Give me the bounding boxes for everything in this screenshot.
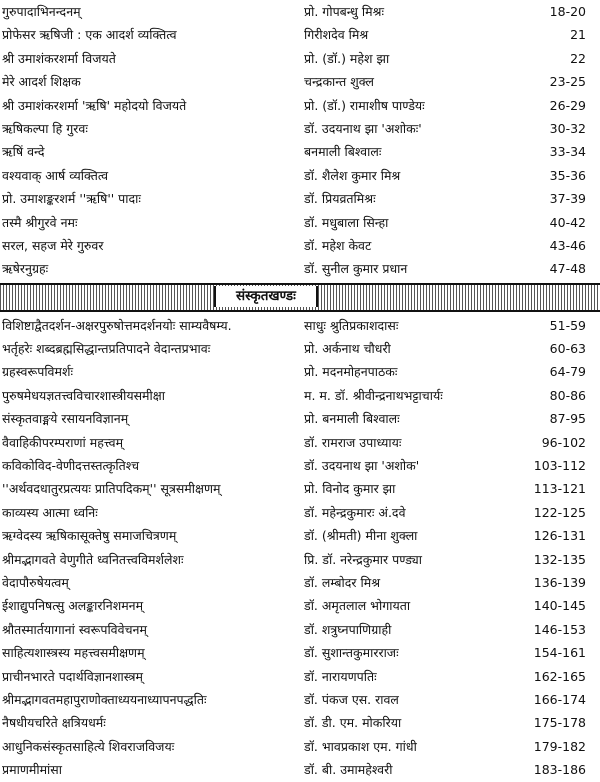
entry-author: डॉ. पंकज एस. रावल [304,691,399,707]
entry-pages: 87-95 [549,411,586,427]
entry-author: डॉ. सुनील कुमार प्रधान [304,261,408,277]
toc-entry [0,360,600,383]
entry-author: प्रो. विनोद कुमार झा [304,481,396,497]
entry-title: ऋषेरनुग्रहः [2,261,49,277]
entry-pages: 136-139 [533,574,586,590]
entry-author: डॉ. उदयनाथ झा 'अशोक' [304,458,420,474]
entry-author: प्रि. डॉ. नरेन्द्रकुमार पण्ड्या [304,551,422,567]
entry-author: डॉ. उदयनाथ झा 'अशोकः' [304,120,422,136]
entry-title: तस्मै श्रीगुरवे नमः [2,214,78,230]
entry-pages: 47-48 [549,261,586,277]
entry-title: संस्कृतवाङ्मये रसायनविज्ञानम् [2,411,129,427]
entry-title: श्रौतस्मार्तयागानां स्वरूपविवेचनम् [2,621,147,637]
toc-entry [0,571,600,594]
entry-title: ईशाद्युपनिषत्सु अलङ्कारनिशमनम् [2,598,144,614]
entry-author: डॉ. मधुबाला सिन्हा [304,214,389,230]
toc-entry [0,211,600,234]
entry-pages: 22 [570,50,586,66]
entry-pages: 60-63 [549,341,586,357]
entry-author: गिरीशदेव मिश्र [304,27,369,43]
entry-author: डॉ. (श्रीमती) मीना शुक्ला [304,528,418,544]
toc-entry [0,407,600,430]
entry-title: काव्यस्य आत्मा ध्वनिः [2,504,98,520]
entry-title: आधुनिकसंस्कृतसाहित्ये शिवराजविजयः [2,738,175,754]
entry-author: प्रो. (डॉ.) महेश झा [304,50,390,66]
toc-entry [0,594,600,617]
entry-pages: 51-59 [549,317,586,333]
entry-pages: 162-165 [533,668,586,684]
entry-author: डॉ. लम्बोदर मिश्र [304,574,381,590]
toc-entry [0,337,600,360]
toc-entry [0,431,600,454]
toc-entry [0,501,600,524]
entry-pages: 30-32 [549,120,586,136]
entry-pages: 35-36 [549,167,586,183]
entry-author: साधुः श्रुतिप्रकाशदासः [304,317,399,333]
entry-pages: 103-112 [533,458,586,474]
entry-pages: 175-178 [533,715,586,731]
entry-title: ''अर्थवदधातुरप्रत्ययः प्रातिपदिकम्'' सूत्रसमीक्षणम् [2,481,221,497]
entry-pages: 154-161 [533,645,586,661]
toc-entry [0,735,600,758]
entry-author: डॉ. भावप्रकाश एम. गांधी [304,738,417,754]
toc-entry [0,70,600,93]
entry-author: डॉ. डी. एम. मोकरिया [304,715,402,731]
toc-entry [0,187,600,210]
entry-title: प्रो. उमाशङ्करशर्म ''ऋषि'' पादाः [2,191,141,207]
entry-pages: 183-186 [533,762,586,778]
entry-author: डॉ. बी. उमामहेश्वरी [304,762,393,778]
entry-title: श्री उमाशंकरशर्मा विजयते [2,50,116,66]
entry-pages: 96-102 [541,434,586,450]
toc-entry [0,641,600,664]
entry-pages: 132-135 [533,551,586,567]
entry-pages: 21 [570,27,586,43]
toc-entry [0,758,600,781]
entry-author: डॉ. अमृतलाल भोगायता [304,598,411,614]
entry-author: प्रो. गोपबन्धु मिश्रः [304,4,385,19]
entry-title: भर्तृहरेः शब्दब्रह्मसिद्धान्तप्रतिपादने वेदान्तप्रभावः [2,341,211,357]
entry-author: डॉ. शैलेश कुमार मिश्र [304,167,401,183]
toc-entry [0,0,600,23]
entry-pages: 23-25 [549,74,586,90]
entry-pages: 113-121 [533,481,586,497]
entry-author: डॉ. नारायणपतिः [304,668,377,684]
entry-title: कविकोविद-वेणीदत्तस्तत्कृतिश्च [2,458,140,474]
entry-author: डॉ. शत्रुघ्नपाणिग्राही [304,621,392,637]
entry-title: श्रीमद्भागवते वेणुगीते ध्वनितत्त्वविमर्शलेशः [2,551,184,567]
toc-entry [0,454,600,477]
contents-list-top [0,0,600,281]
entry-title: श्रीमद्भागवतमहापुराणोक्ताध्ययनाध्यापनपद्धतिः [2,691,207,707]
entry-title: प्राचीनभारते पदार्थविज्ञानशास्त्रम् [2,668,144,684]
entry-title: मेरे आदर्श शिक्षक [2,74,81,90]
entry-author: प्रो. बनमाली बिश्वालः [304,411,400,427]
entry-pages: 26-29 [549,97,586,113]
entry-pages: 64-79 [549,364,586,380]
entry-pages: 37-39 [549,191,586,207]
entry-author: डॉ. प्रियव्रतमिश्रः [304,191,376,207]
entry-title: ऋग्वेदस्य ऋषिकासूक्तेषु समाजचित्रणम् [2,528,177,544]
toc-entry [0,140,600,163]
toc-entry [0,94,600,117]
entry-pages: 179-182 [533,738,586,754]
toc-entry [0,384,600,407]
entry-title: वैवाहिकीपरम्पराणां महत्त्वम् [2,434,124,450]
entry-author: डॉ. रामराज उपाध्यायः [304,434,402,450]
entry-pages: 43-46 [549,237,586,253]
toc-entry [0,117,600,140]
contents-list-sanskrit [0,314,600,782]
toc-entry [0,23,600,46]
entry-title: वश्यवाक् आर्ष व्यक्तित्व [2,167,109,183]
entry-pages: 18-20 [549,4,586,19]
toc-entry [0,314,600,337]
entry-pages: 40-42 [549,214,586,230]
toc-entry [0,257,600,280]
entry-author: बनमाली बिश्वालः [304,144,382,160]
entry-title: विशिष्टाद्वैतदर्शन-अक्षरपुरुषोत्तमदर्शनयोः साम्यवैषम्य. [2,317,232,333]
entry-pages: 122-125 [533,504,586,520]
entry-title: प्रोफेसर ऋषिजी : एक आदर्श व्यक्तित्व [2,27,177,43]
toc-entry [0,477,600,500]
entry-title: प्रमाणमीमांसा [2,762,62,778]
entry-author: प्रो. (डॉ.) रामाशीष पाण्डेयः [304,97,425,113]
toc-entry [0,688,600,711]
entry-pages: 80-86 [549,387,586,403]
entry-author: प्रो. मदनमोहनपाठकः [304,364,398,380]
entry-title: वेदापौरुषेयत्वम् [2,574,69,590]
entry-pages: 140-145 [533,598,586,614]
entry-author: प्रो. अर्कनाथ चौधरी [304,341,391,357]
section-header [0,283,600,312]
entry-title: नैषधीयचरिते क्षत्रियधर्मः [2,715,106,731]
toc-entry [0,164,600,187]
toc-entry [0,665,600,688]
entry-title: ऋषिकल्पा हि गुरवः [2,120,88,136]
entry-title: ऋषिं वन्दे [2,144,45,160]
entry-pages: 166-174 [533,691,586,707]
entry-pages: 33-34 [549,144,586,160]
entry-title: पुरुषमेधयज्ञतत्त्वविचारशास्त्रीयसमीक्षा [2,387,165,403]
entry-title: साहित्यशास्त्रस्य महत्त्वसमीक्षणम् [2,645,145,661]
entry-author: डॉ. महेश केवट [304,237,372,253]
toc-entry [0,524,600,547]
entry-author: डॉ. महेन्द्रकुमारः अं.दवे [304,504,406,520]
toc-entry [0,711,600,734]
toc-entry [0,548,600,571]
toc-entry [0,47,600,70]
entry-title: गुरुपादाभिनन्दनम् [2,4,81,19]
entry-title: सरल, सहज मेरे गुरुवर [2,237,104,253]
entry-author: चन्द्रकान्त शुक्ल [304,74,375,90]
entry-author: डॉ. सुशान्तकुमारराजः [304,645,399,661]
entry-pages: 146-153 [533,621,586,637]
toc-entry [0,618,600,641]
toc-entry [0,234,600,257]
entry-author: म. म. डॉ. श्रीवीन्द्रनाथभट्टाचार्यः [304,387,443,403]
entry-pages: 126-131 [533,528,586,544]
entry-title: ग्रहस्वरूपविमर्शः [2,364,74,380]
section-title: संस्कृतखण्डः [214,286,318,307]
entry-title: श्री उमाशंकरशर्मा 'ऋषि' महोदयो विजयते [2,97,187,113]
